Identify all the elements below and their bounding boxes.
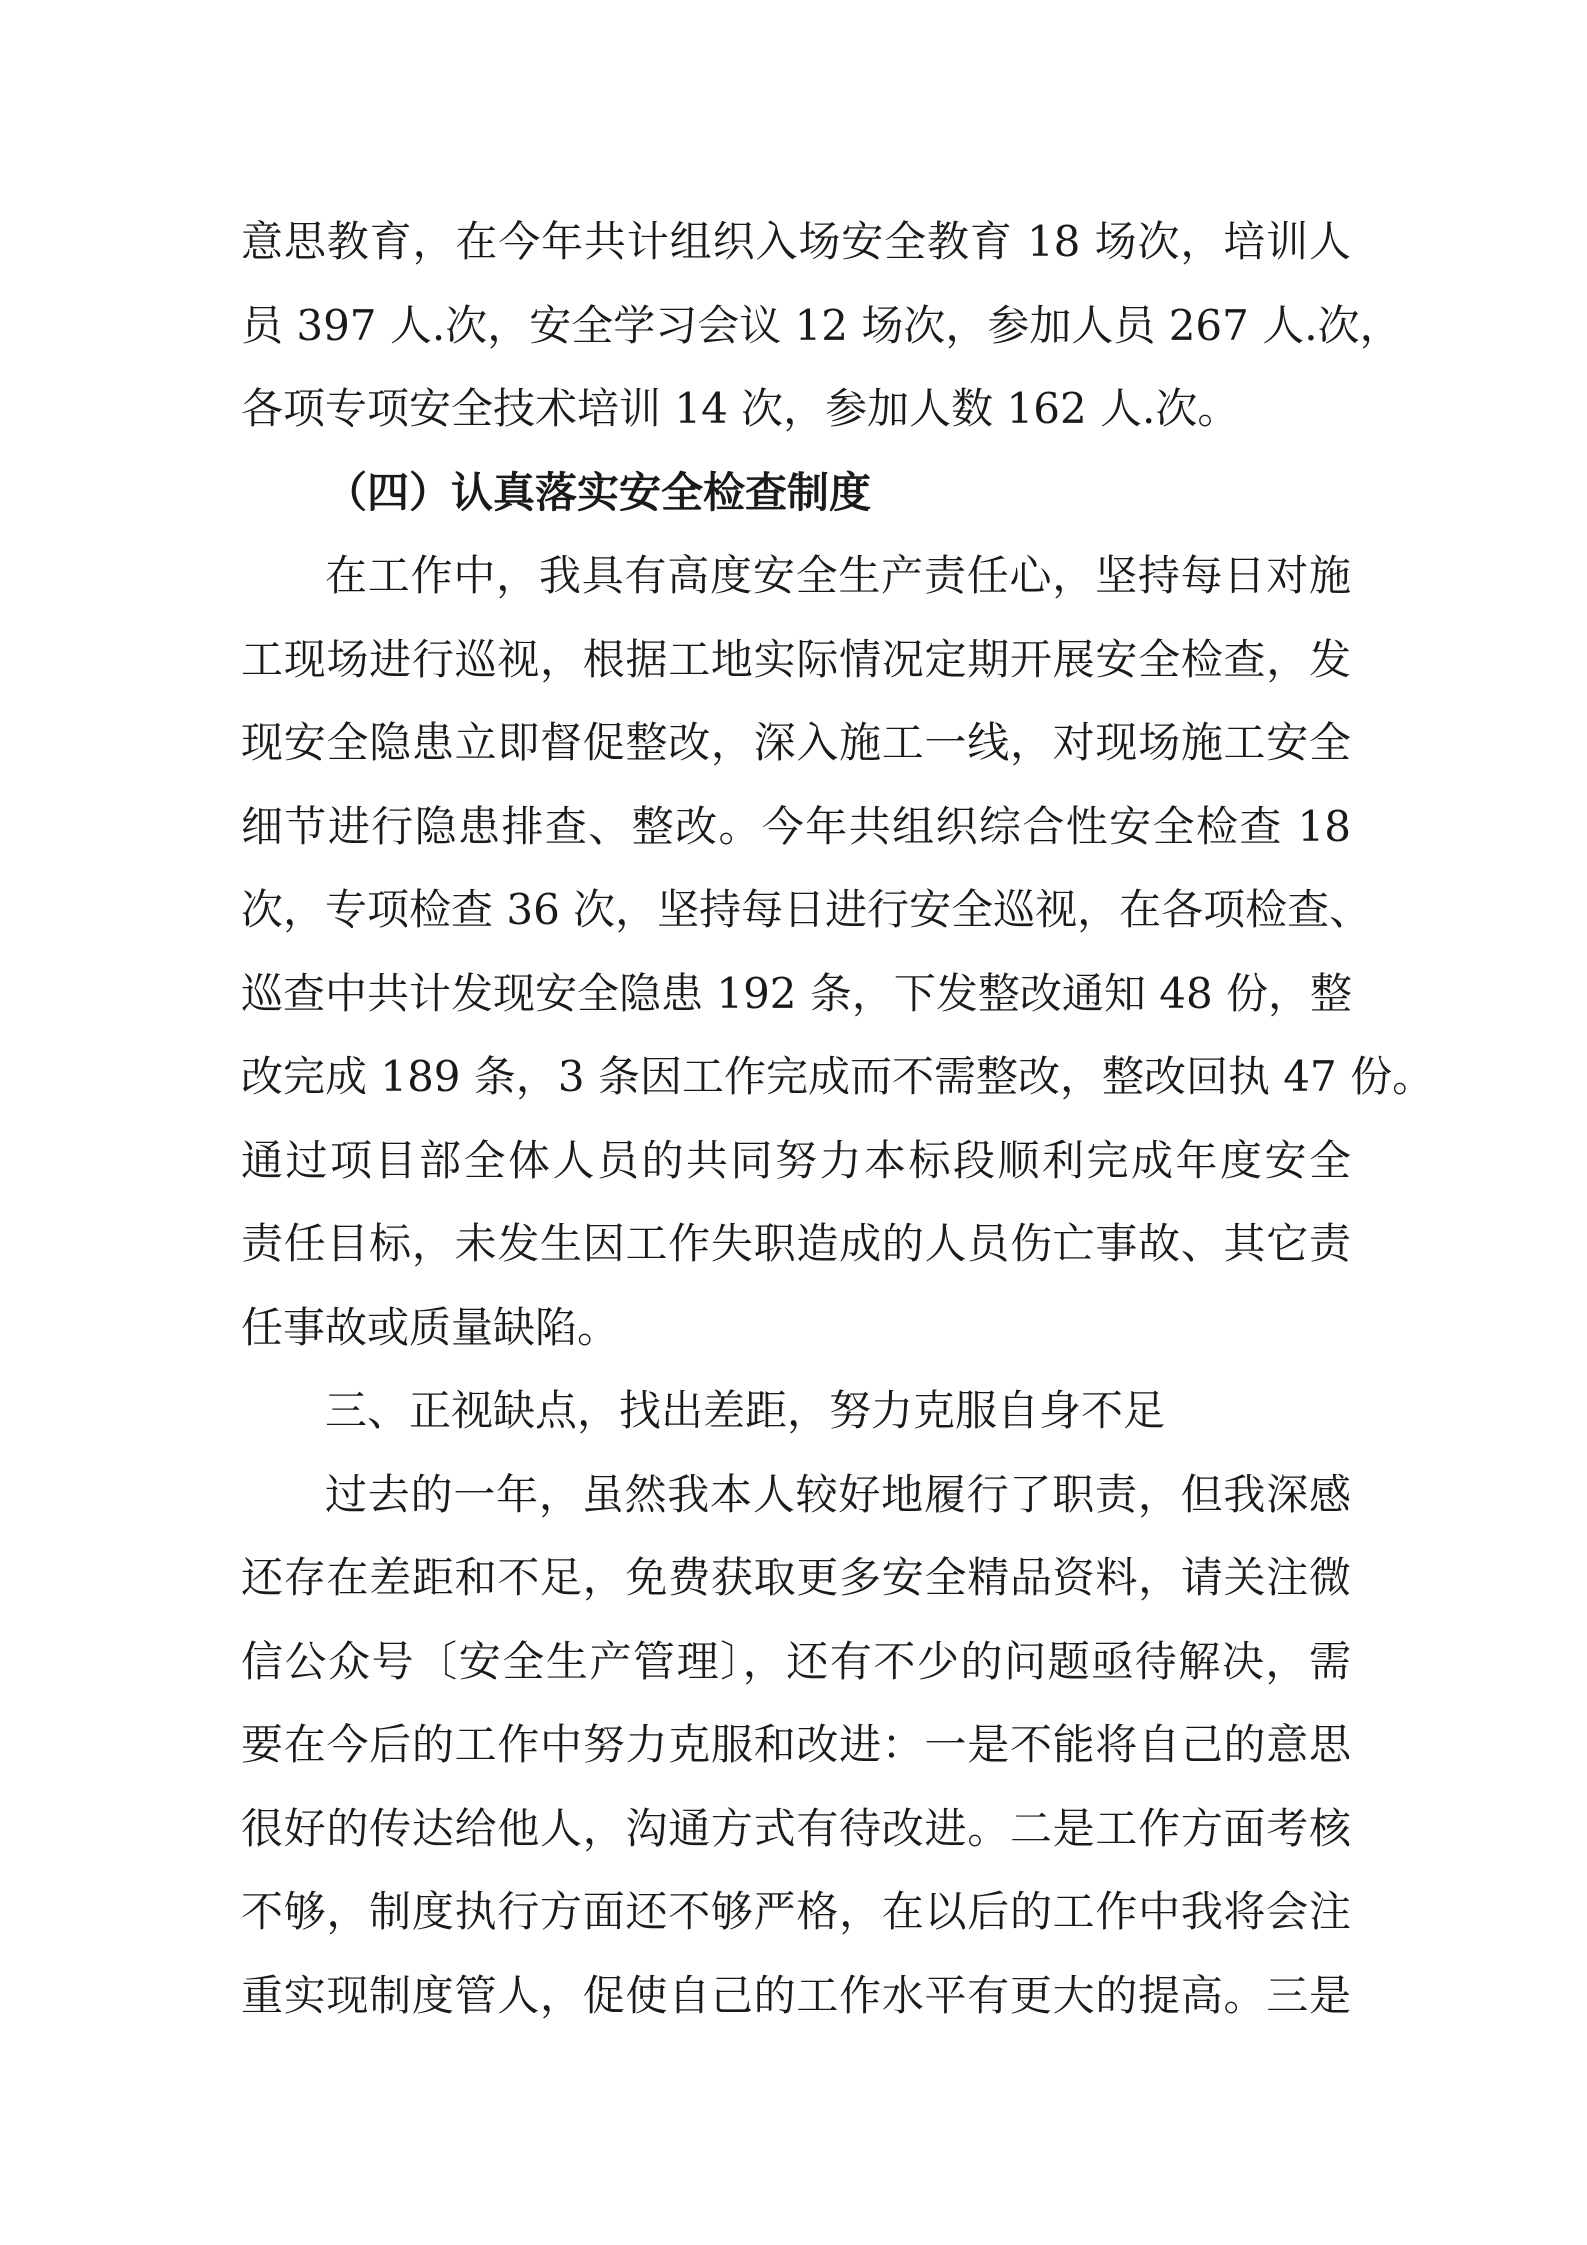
paragraph-line: 细节进行隐患排查、整改。今年共组织综合性安全检查 18 xyxy=(241,801,1351,851)
paragraph-line: 重实现制度管人，促使自己的工作水平有更大的提高。三是 xyxy=(241,1970,1351,2020)
paragraph-line: 很好的传达给他人，沟通方式有待改进。二是工作方面考核 xyxy=(241,1803,1351,1853)
paragraph-line: 改完成 189 条，3 条因工作完成而不需整改，整改回执 47 份。 xyxy=(241,1052,1435,1101)
paragraph-line: 意思教育，在今年共计组织入场安全教育 18 场次，培训人 xyxy=(241,217,1351,266)
paragraph-line: 巡查中共计发现安全隐患 192 条，下发整改通知 48 份，整 xyxy=(241,968,1353,1018)
paragraph-line: 责任目标，未发生因工作失职造成的人员伤亡事故、其它责 xyxy=(241,1219,1351,1268)
document-body xyxy=(241,200,1435,2037)
section-heading: 三、正视缺点，找出差距，努力克服自身不足 xyxy=(325,1386,1166,1435)
paragraph-line: 次，专项检查 36 次，坚持每日进行安全巡视，在各项检查、 xyxy=(241,885,1372,934)
paragraph-line: 各项专项安全技术培训 14 次，参加人数 162 人.次。 xyxy=(241,384,1240,433)
paragraph-line: 还存在差距和不足，免费获取更多安全精品资料，请关注微 xyxy=(241,1553,1351,1602)
paragraph-line: 信公众号〔安全生产管理〕，还有不少的问题亟待解决，需 xyxy=(241,1636,1351,1686)
paragraph-line: 要在今后的工作中努力克服和改进：一是不能将自己的意思 xyxy=(241,1720,1351,1769)
section-heading: （四）认真落实安全检查制度 xyxy=(325,467,872,517)
paragraph-line: 不够，制度执行方面还不够严格，在以后的工作中我将会注 xyxy=(241,1887,1351,1936)
paragraph-line: 现安全隐患立即督促整改，深入施工一线，对现场施工安全 xyxy=(241,718,1351,767)
paragraph-line: 通过项目部全体人员的共同努力本标段顺利完成年度安全 xyxy=(241,1135,1351,1185)
paragraph-line: 在工作中，我具有高度安全生产责任心，坚持每日对施 xyxy=(325,551,1351,600)
paragraph-line: 过去的一年，虽然我本人较好地履行了职责，但我深感 xyxy=(325,1469,1351,1519)
paragraph-line: 员 397 人.次，安全学习会议 12 场次，参加人员 267 人.次， xyxy=(241,300,1402,350)
paragraph-line: 工现场进行巡视，根据工地实际情况定期开展安全检查，发 xyxy=(241,634,1351,684)
paragraph-line: 任事故或质量缺陷。 xyxy=(241,1302,620,1352)
